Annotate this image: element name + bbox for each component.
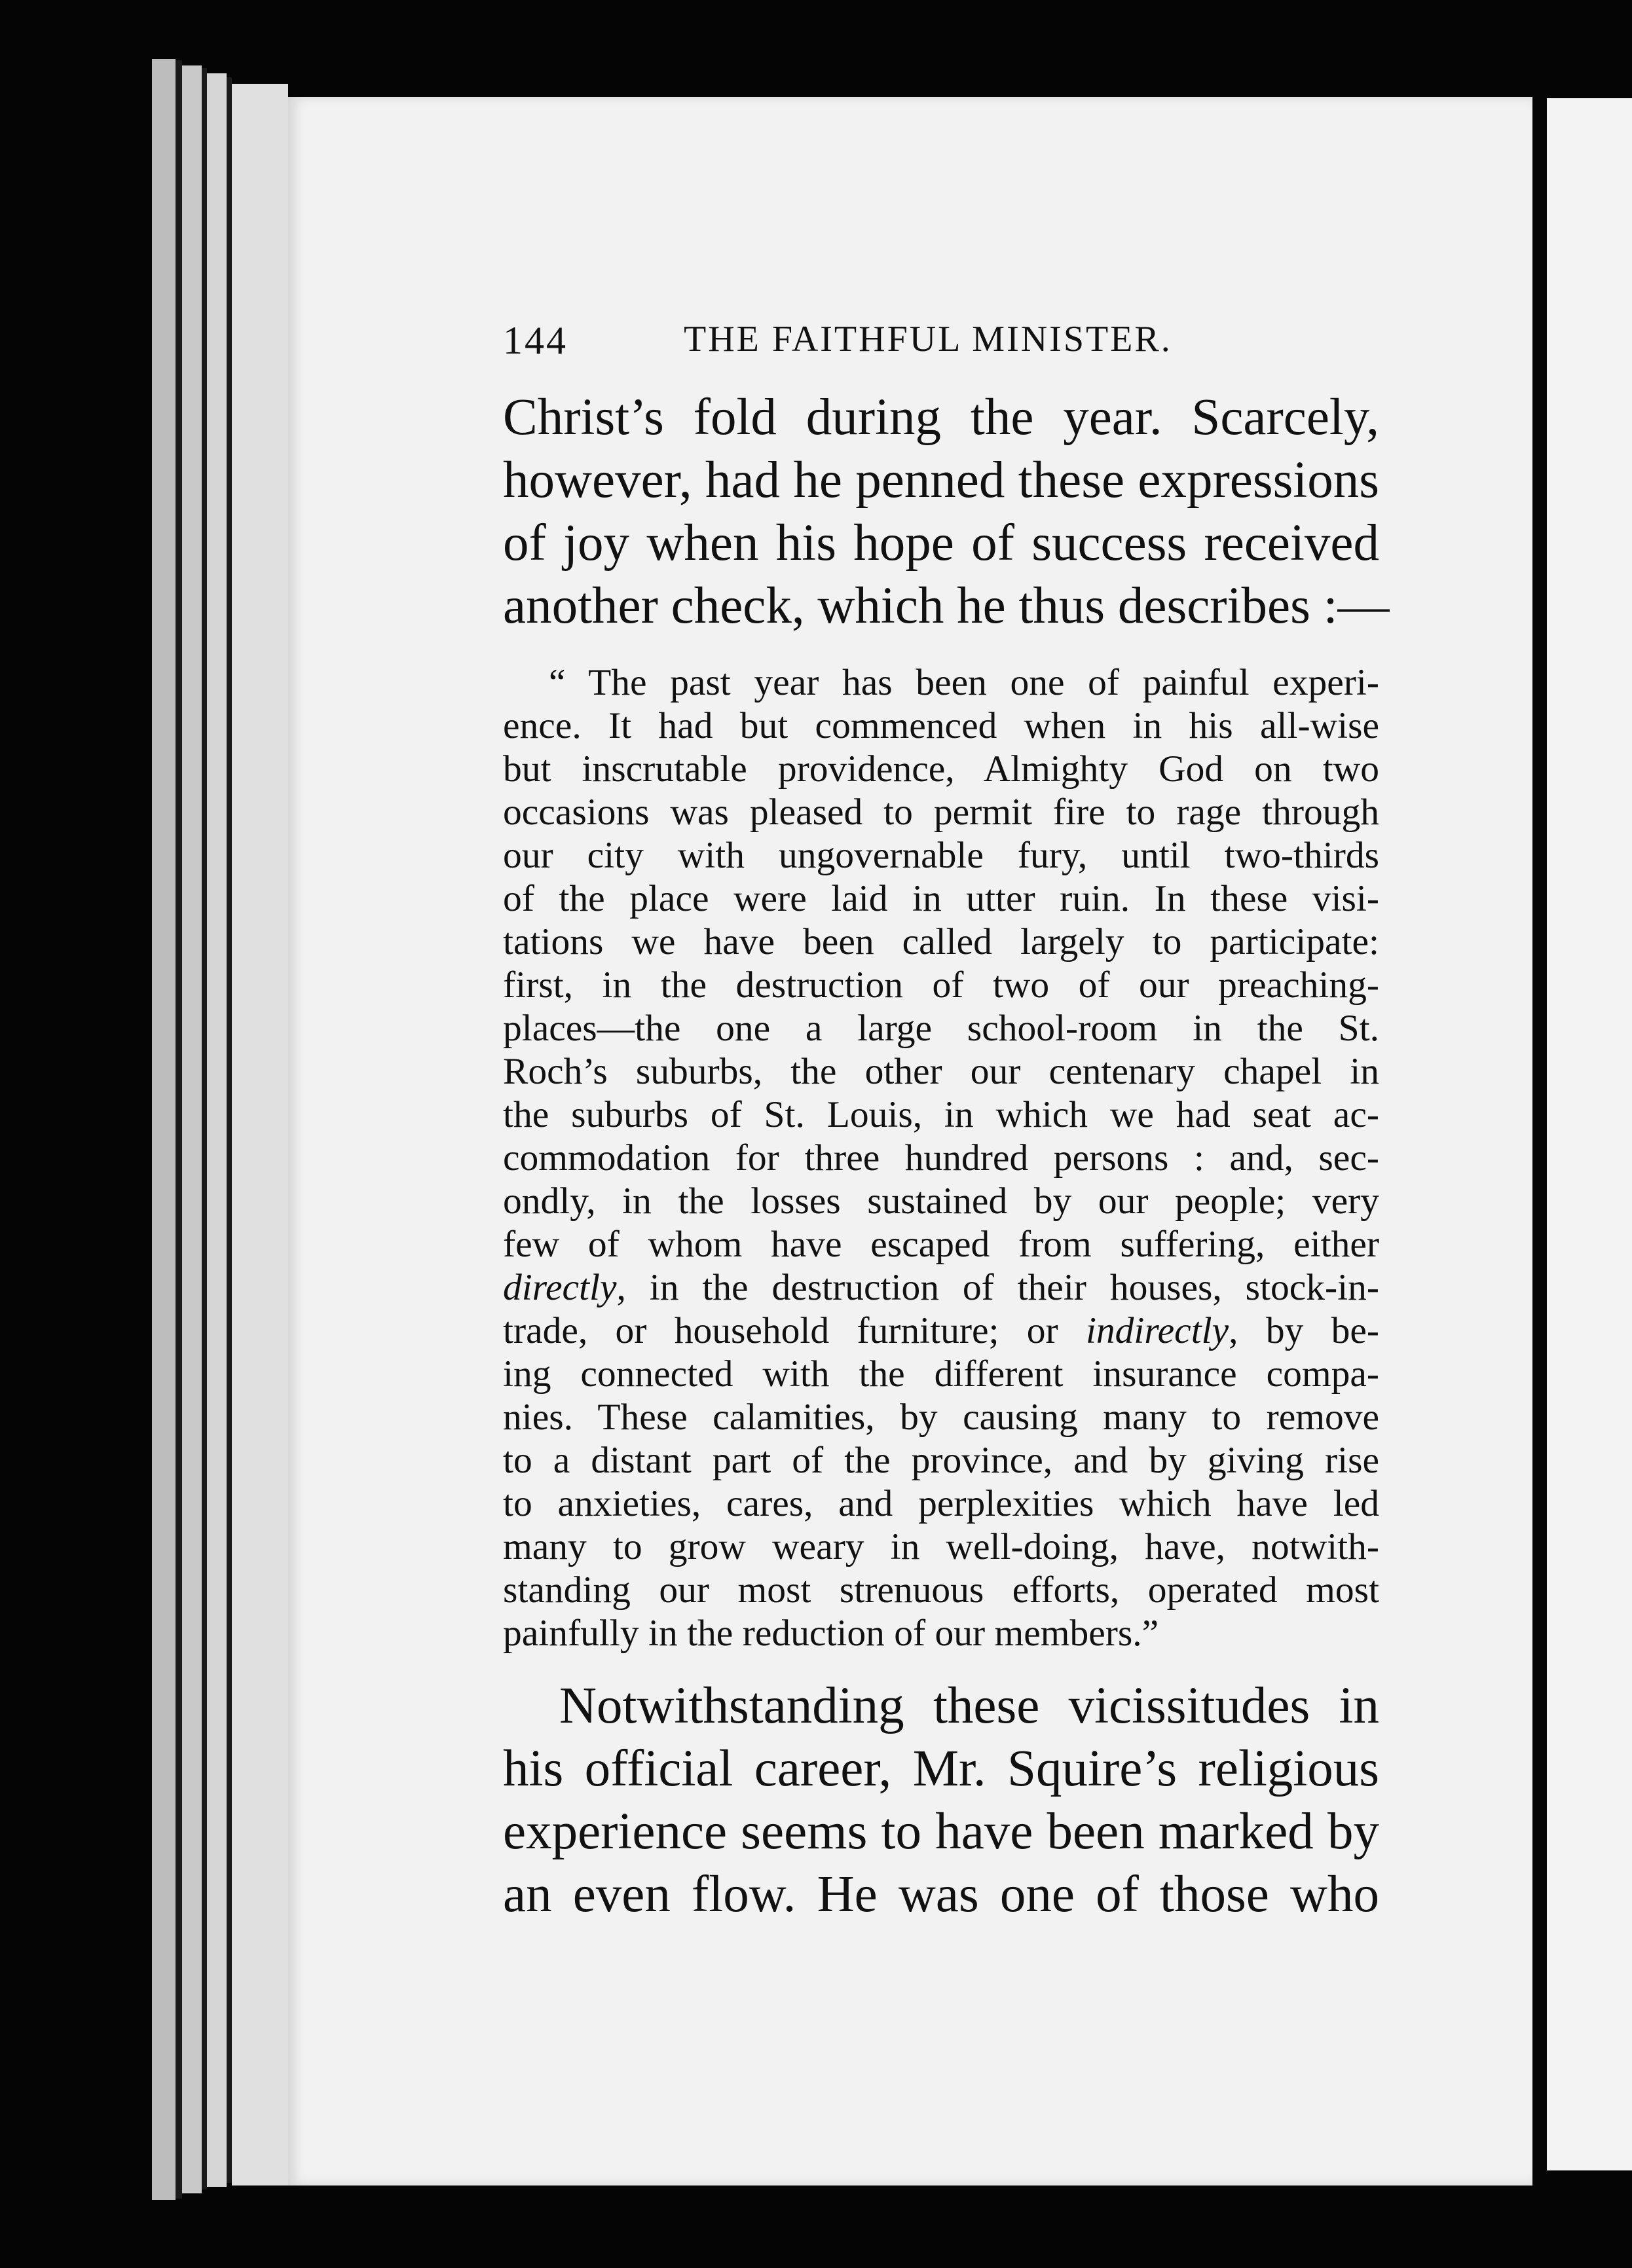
- text-line: commodation for three hundred persons : and, sec-: [503, 1137, 1379, 1179]
- quoted-paragraph: [503, 661, 1379, 1655]
- text-line: to a distant part of the province, and by giving rise: [503, 1440, 1379, 1481]
- text-line: first, in the destruction of two of our preaching-: [503, 964, 1379, 1006]
- book-leaf: [182, 65, 202, 2193]
- book-leaf: [232, 84, 288, 2186]
- paragraph-top: [503, 386, 1390, 638]
- running-title: THE FAITHFUL MINISTER.: [684, 319, 1172, 359]
- text-line: his official career, Mr. Squire’s religious: [503, 1740, 1379, 1797]
- text-line: Roch’s suburbs, the other our centenary chapel in: [503, 1051, 1379, 1092]
- text-line: ondly, in the losses sustained by our people; very: [503, 1180, 1379, 1222]
- text-line: occasions was pleased to permit fire to rage through: [503, 792, 1379, 833]
- text-line: Christ’s fold during the year. Scarcely,: [503, 389, 1379, 446]
- text-line: painfully in the reduction of our members.”: [503, 1613, 1159, 1654]
- text-line: standing our most strenuous efforts, operated most: [503, 1569, 1379, 1611]
- book-leaf: [207, 73, 227, 2187]
- text-line: another check, which he thus describes :—: [503, 577, 1390, 634]
- facing-page-edge: [1547, 98, 1632, 2170]
- text-line: nies. These calamities, by causing many to remove: [503, 1397, 1379, 1438]
- text-line: the suburbs of St. Louis, in which we had seat ac-: [503, 1094, 1379, 1135]
- book-leaf-edge: [227, 77, 232, 2183]
- text-line: however, had he penned these expressions: [503, 452, 1379, 509]
- text-line: of the place were laid in utter ruin. In these visi-: [503, 878, 1379, 919]
- text-line: of joy when his hope of success received: [503, 515, 1379, 572]
- text-line-italic: trade, or household furniture; or indirectly, by be-: [503, 1310, 1380, 1351]
- text-line: but inscrutable providence, Almighty God on two: [503, 748, 1379, 790]
- text-line: experience seems to have been marked by: [503, 1803, 1379, 1860]
- text-line-italic: directly, in the destruction of their houses, stock-in-: [503, 1267, 1379, 1308]
- text-line: “ The past year has been one of painful experi-: [549, 662, 1379, 703]
- paragraph-bottom: [503, 1675, 1379, 1926]
- text-line: to anxieties, cares, and perplexities which have led: [503, 1483, 1379, 1524]
- text-line: places—the one a large school-room in the St.: [503, 1008, 1379, 1049]
- book-leaf-edge: [202, 68, 207, 2189]
- emphasis: indirectly: [1085, 1310, 1229, 1351]
- emphasis: directly: [503, 1267, 617, 1308]
- book-leaf-edge: [176, 60, 182, 2199]
- text-line: Notwithstanding these vicissitudes in: [559, 1677, 1379, 1734]
- text-line: ence. It had but commenced when in his all-wise: [503, 705, 1379, 746]
- book-leaf: [152, 59, 176, 2200]
- text-line: many to grow weary in well-doing, have, notwith-: [503, 1526, 1379, 1567]
- text-line: ing connected with the different insurance compa-: [503, 1353, 1379, 1395]
- page-number: 144: [503, 319, 568, 362]
- text-line: few of whom have escaped from suffering, either: [503, 1224, 1379, 1265]
- text-line: an even flow. He was one of those who: [503, 1866, 1379, 1923]
- text-line: tations we have been called largely to participate:: [503, 921, 1379, 962]
- text-line: our city with ungovernable fury, until two-thirds: [503, 835, 1379, 876]
